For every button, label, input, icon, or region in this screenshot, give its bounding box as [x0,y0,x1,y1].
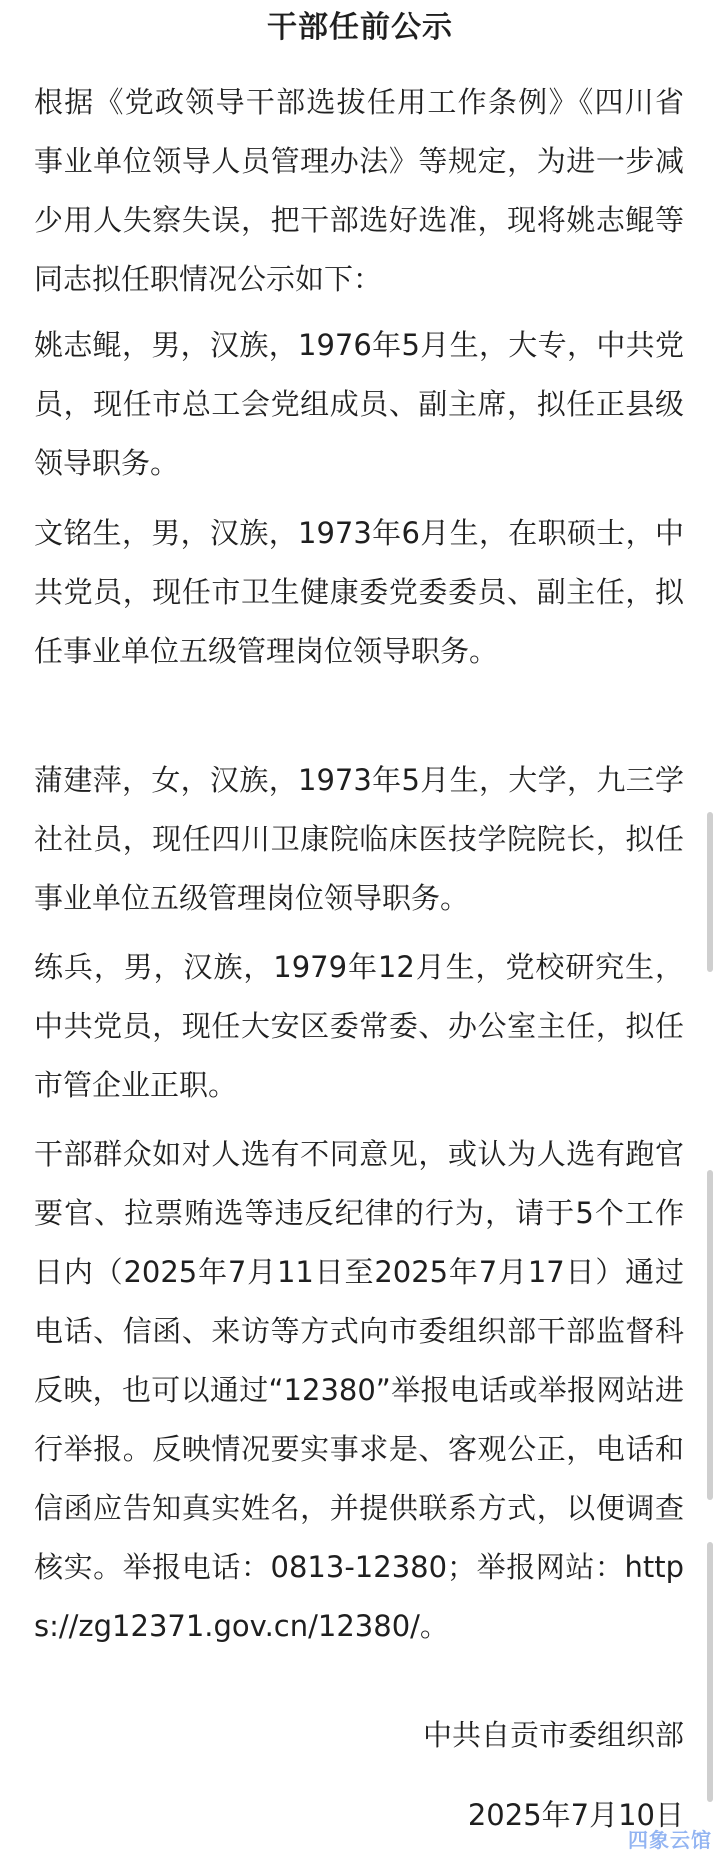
scrollbar-thumb[interactable] [707,812,713,972]
watermark-logo: 四象云馆 [628,1828,712,1852]
signature-organization: 中共自贡市委组织部 [422,1718,684,1752]
candidate-paragraph-lian: 练兵，男，汉族，1979年12月生，党校研究生，中共党员，现任大安区委常委、办公室主任，拟任市管企业正职。 [34,950,684,1102]
signature-date: 2025年7月10日 [467,1798,684,1832]
candidate-paragraph-wen: 文铭生，男，汉族，1973年6月生，在职硕士，中共党员，现任市卫生健康委党委委员、副主任，拟任事业单位五级管理岗位领导职务。 [34,516,684,668]
candidate-paragraph-pu: 蒲建萍，女，汉族，1973年5月生，大学，九三学社社员，现任四川卫康院临床医技学院院长，拟任事业单位五级管理岗位领导职务。 [34,763,684,915]
feedback-paragraph: 干部群众如对人选有不同意见，或认为人选有跑官要官、拉票贿选等违反纪律的行为，请于5个工作日内（2025年7月11日至2025年7月17日）通过电话、信函、来访等方式向市委组织部干部监督科反映，也可以通过“12380”举报电话或举报网站进行举报。反映情况要实事求是、客观公正，电话和信函应告知真实姓名，并提供联系方式，以便调查核实。举报电话：0813-12380；举报网站：https://zg12371.gov.cn/12380/。 [34,1137,684,1643]
scrollbar-thumb[interactable] [707,1170,713,1500]
candidate-paragraph-yao: 姚志鲲，男，汉族，1976年5月生，大专，中共党员，现任市总工会党组成员、副主席，拟任正县级领导职务。 [34,328,684,480]
scrollbar-thumb[interactable] [707,1542,713,1802]
page-title: 干部任前公示 [267,10,453,45]
intro-paragraph: 根据《党政领导干部选拔任用工作条例》《四川省事业单位领导人员管理办法》等规定，为进一步减少用人失察失误，把干部选好选准，现将姚志鲲等同志拟任职情况公示如下： [34,85,684,296]
